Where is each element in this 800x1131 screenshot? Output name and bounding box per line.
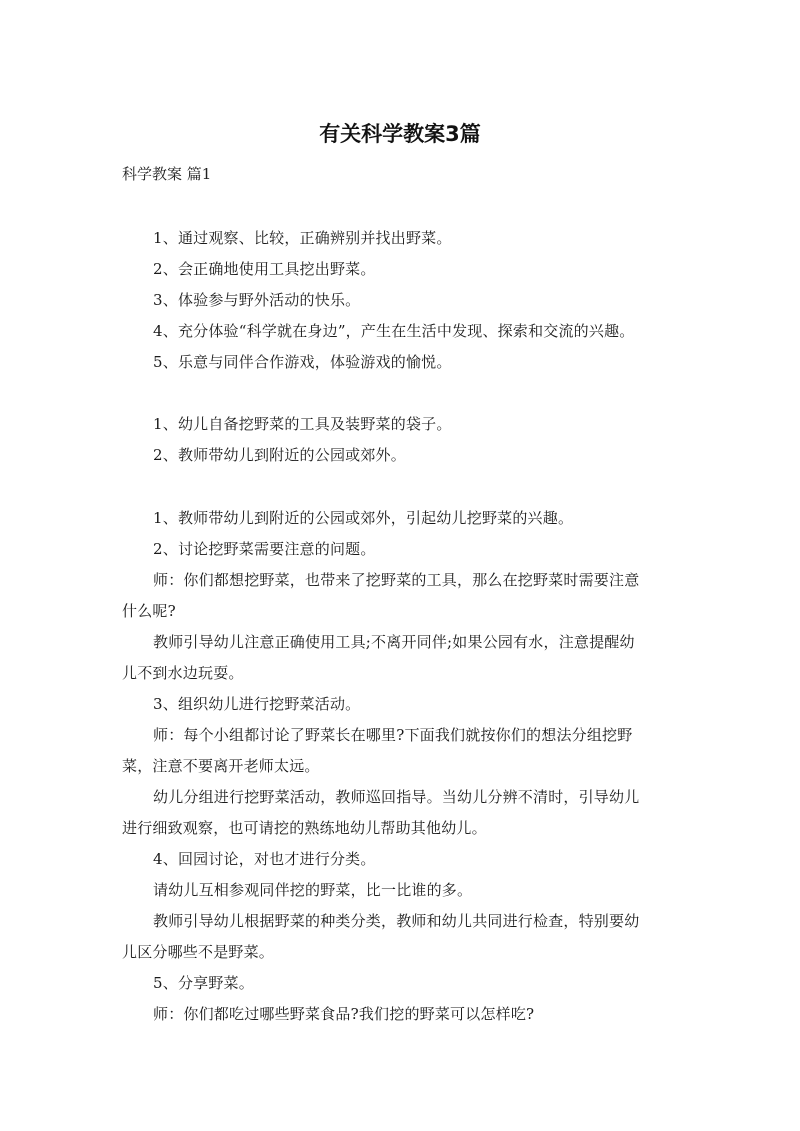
process-line: 儿区分哪些不是野菜。 bbox=[122, 943, 275, 961]
goal-item: 3、体验参与野外活动的快乐。 bbox=[153, 291, 361, 309]
goal-item: 4、充分体验“科学就在身边”，产生在生活中发现、探索和交流的兴趣。 bbox=[153, 322, 635, 340]
process-line: 师：每个小组都讨论了野菜长在哪里?下面我们就按你们的想法分组挖野 bbox=[153, 726, 633, 744]
process-line: 4、回园讨论，对也才进行分类。 bbox=[153, 850, 376, 868]
document-title: 有关科学教案3篇 bbox=[319, 122, 481, 146]
process-line: 什么呢? bbox=[122, 602, 176, 620]
process-line: 1、教师带幼儿到附近的公园或郊外，引起幼儿挖野菜的兴趣。 bbox=[153, 509, 574, 527]
goal-item: 5、乐意与同伴合作游戏，体验游戏的愉悦。 bbox=[153, 353, 452, 371]
process-line: 教师引导幼儿根据野菜的种类分类，教师和幼儿共同进行检查，特别要幼 bbox=[153, 912, 640, 930]
document-subtitle: 科学教案 篇1 bbox=[122, 165, 212, 183]
goal-item: 2、会正确地使用工具挖出野菜。 bbox=[153, 260, 376, 278]
process-line: 进行细致观察，也可请挖的熟练地幼儿帮助其他幼儿。 bbox=[122, 819, 487, 837]
process-section bbox=[122, 503, 682, 1030]
process-line: 菜，注意不要离开老师太远。 bbox=[122, 757, 320, 775]
preparation-item: 1、幼儿自备挖野菜的工具及装野菜的袋子。 bbox=[153, 415, 452, 433]
process-line: 5、分享野菜。 bbox=[153, 974, 254, 992]
process-line: 3、组织幼儿进行挖野菜活动。 bbox=[153, 695, 361, 713]
process-line: 教师引导幼儿注意正确使用工具;不离开同伴;如果公园有水，注意提醒幼 bbox=[153, 633, 635, 651]
process-line: 师：你们都想挖野菜，也带来了挖野菜的工具，那么在挖野菜时需要注意 bbox=[153, 571, 640, 589]
process-line: 请幼儿互相参观同伴挖的野菜，比一比谁的多。 bbox=[153, 881, 473, 899]
preparation-item: 2、教师带幼儿到附近的公园或郊外。 bbox=[153, 446, 406, 464]
goal-item: 1、通过观察、比较，正确辨别并找出野菜。 bbox=[153, 229, 452, 247]
process-line: 幼儿分组进行挖野菜活动，教师巡回指导。当幼儿分辨不清时，引导幼儿 bbox=[153, 788, 640, 806]
preparation-section bbox=[122, 409, 682, 471]
goals-section bbox=[122, 223, 682, 378]
process-line: 师：你们都吃过哪些野菜食品?我们挖的野菜可以怎样吃? bbox=[153, 1005, 535, 1023]
process-line: 儿不到水边玩耍。 bbox=[122, 664, 244, 682]
process-line: 2、讨论挖野菜需要注意的问题。 bbox=[153, 540, 376, 558]
